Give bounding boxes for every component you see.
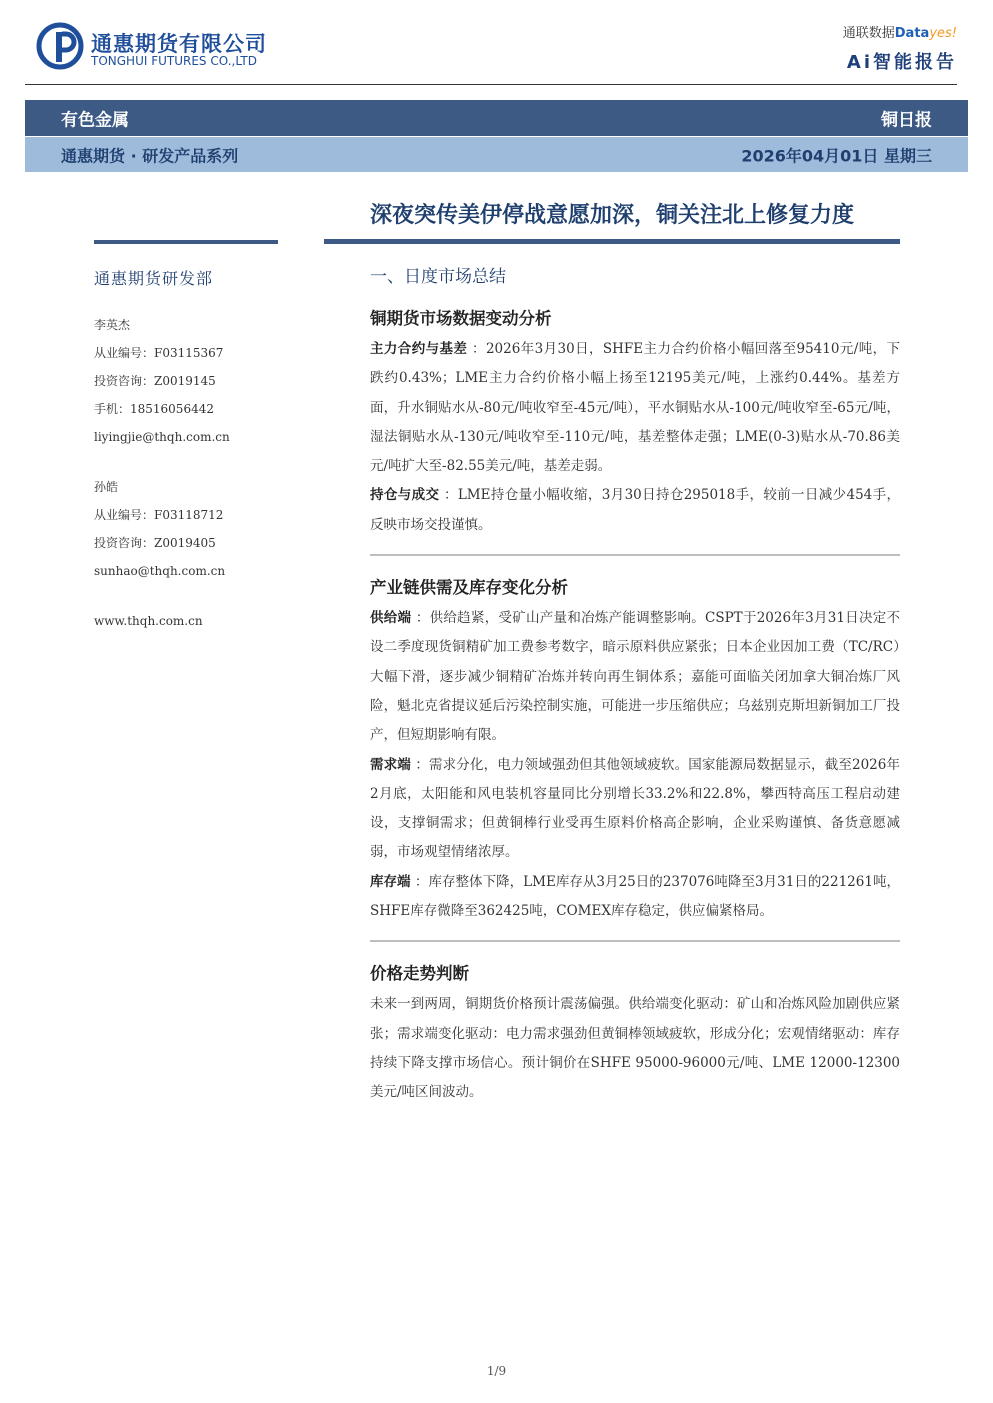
website-link[interactable]: www.thqh.com.cn [94,614,203,628]
paragraph-label: 需求端 [370,756,411,773]
paragraph [370,335,900,481]
paragraph-label: 库存端 [370,873,411,890]
paragraph-label: 主力合约与基差 [370,341,468,357]
paragraph [370,481,900,540]
paragraph-text: ：供给趋紧，受矿山产量和冶炼产能调整影响。CSPT于2026年3月31日决定不设二季度现货铜精矿加工费参考数字，暗示原料供应紧张；日本企业因加工费（TC/RC）大幅下滑，逐步减少铜精矿冶炼并转向再生铜体系；嘉能可面临关闭加拿大铜冶炼厂风险，魁北克省提议延后污染控制实施，可能进一步压缩供应；乌兹别克斯坦新铜加工厂投产，但短期影响有限。 [370,610,900,744]
paragraph-text: ：LME持仓量小幅收缩，3月30日持仓295018手，较前一日减少454手，反映市场交投谨慎。 [370,487,900,533]
tonghui-logo-icon [36,22,84,70]
analyst-email[interactable]: sunhao@thqh.com.cn [94,564,226,578]
page-number: 1/9 [486,1364,507,1378]
main-content [370,262,900,1108]
category-band [25,100,968,136]
block-heading: 价格走势判断 [370,964,469,984]
analyst-phone: 手机：18516056442 [94,402,214,416]
section-divider [370,554,900,556]
company-name-en: TONGHUI FUTURES CO.,LTD [91,54,257,68]
datayes-prefix: 通联数据 [842,26,895,41]
datayes-data: Data [894,26,930,41]
datayes-yes: yes! [929,26,957,41]
analyst-name: 孙皓 [94,480,119,494]
paragraph [370,751,900,868]
datayes-logo [843,22,957,41]
department-name: 通惠期货研发部 [94,269,214,288]
paragraph-text: ：库存整体下降，LME库存从3月25日的237076吨降至3月31日的221261吨，SHFE库存微降至362425吨，COMEX库存稳定，供应偏紧格局。 [370,873,900,920]
analyst-consult: 投资咨询：Z0019405 [94,536,216,550]
category-label: 有色金属 [61,110,129,131]
section-title: 一、日度市场总结 [370,267,506,287]
paragraph-text: ：2026年3月30日，SHFE主力合约价格小幅回落至95410元/吨，下跌约0.43%；LME主力合约价格小幅上扬至12195美元/吨，上涨约0.44%。基差方面，升水铜贴水从-80元/吨收窄至-45元/吨），平水铜贴水从-100元/吨收窄至-65元/吨，湿法铜贴水从-130元/吨收窄至-110元/吨，基差整体走强；LME(0-3)贴水从-70.86美元/吨扩大至-82.55美元/吨，基差走弱。 [370,341,901,475]
series-band [25,137,968,172]
sidebar-rule [94,240,278,244]
title-rule [324,239,900,244]
analyst-license: 从业编号：F03115367 [94,346,224,360]
analyst-name: 李英杰 [94,318,131,332]
paragraph-label: 供给端 [370,610,412,627]
company-name-cn: 通惠期货有限公司 [91,32,267,56]
report-type: 铜日报 [881,110,932,131]
paragraph [370,604,900,750]
report-title: 深夜突传美伊停战意愿加深，铜关注北上修复力度 [369,203,854,228]
paragraph-label: 持仓与成交 [370,487,440,504]
report-date: 2026年04月01日 星期三 [741,146,932,165]
paragraph-text: ：需求分化，电力领域强劲但其他领域疲软。国家能源局数据显示，截至2026年2月底，太阳能和风电装机容量同比分别增长33.2%和22.8%，攀西特高压工程启动建设，支撑铜需求；但黄铜棒行业受再生原料价格高企影响，企业采购谨慎、备货意愿减弱，市场观望情绪浓厚。 [370,756,900,861]
header-divider [25,84,957,85]
ai-report-label: Ai智能报告 [846,52,957,73]
analyst-email[interactable]: liyingjie@thqh.com.cn [94,430,230,444]
block-heading: 铜期货市场数据变动分析 [370,309,552,328]
block-heading: 产业链供需及库存变化分析 [370,578,568,598]
series-label: 通惠期货 · 研发产品系列 [61,146,239,165]
paragraph-text: 未来一到两周，铜期货价格预计震荡偏强。供给端变化驱动：矿山和冶炼风险加剧供应紧张；需求端变化驱动：电力需求强劲但黄铜棒领域疲软，形成分化；宏观情绪驱动：库存持续下降支撑市场信心。预计铜价在SHFE 95000-96000元/吨、LME 12000-12300美元/吨区间波动。 [370,996,900,1101]
paragraph [370,868,900,927]
sidebar [94,266,294,635]
section-divider [370,940,900,942]
analyst-license: 从业编号：F03118712 [94,508,224,522]
analyst-consult: 投资咨询：Z0019145 [94,374,216,388]
